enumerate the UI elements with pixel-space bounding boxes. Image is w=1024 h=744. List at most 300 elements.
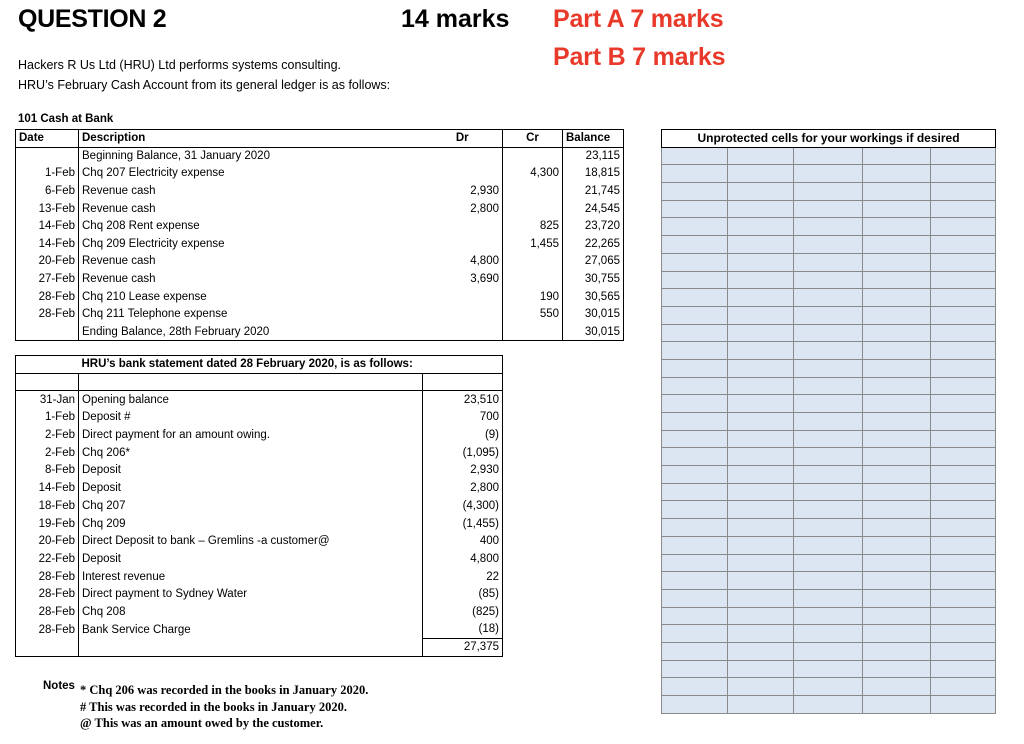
cash-cr (503, 200, 563, 218)
workings-cell[interactable] (863, 306, 931, 324)
workings-cell[interactable] (794, 536, 863, 554)
cash-header-row (16, 130, 624, 148)
cash-balance: 30,565 (563, 288, 624, 306)
workings-cell[interactable] (728, 165, 794, 183)
bank-date: 2-Feb (44, 446, 75, 459)
workings-cell[interactable] (863, 554, 931, 572)
workings-row (662, 660, 996, 678)
bank-date: 28-Feb (38, 588, 75, 601)
cash-dr: 3,690 (470, 273, 499, 286)
workings-cell[interactable] (863, 324, 931, 342)
workings-cell[interactable] (794, 200, 863, 218)
workings-cell[interactable] (863, 342, 931, 360)
cash-description: Beginning Balance, 31 January 2020 (79, 147, 423, 165)
workings-cell[interactable] (863, 147, 931, 165)
workings-cell[interactable] (662, 642, 728, 660)
bank-description: Direct payment for an amount owing. (79, 426, 423, 444)
workings-row (662, 413, 996, 431)
workings-cell[interactable] (863, 359, 931, 377)
cash-description: Chq 210 Lease expense (79, 288, 423, 306)
bank-date: 28-Feb (38, 623, 75, 636)
workings-cell[interactable] (863, 271, 931, 289)
cash-description: Revenue cash (79, 253, 423, 271)
workings-cell[interactable] (728, 519, 794, 537)
workings-cell[interactable] (662, 289, 728, 307)
workings-cell[interactable] (662, 625, 728, 643)
workings-row (662, 289, 996, 307)
intro-line-1: Hackers R Us Ltd (HRU) Ltd performs systems consulting. (18, 58, 342, 72)
cash-dr (423, 288, 503, 306)
workings-cell[interactable] (863, 289, 931, 307)
cash-cr: 550 (503, 305, 563, 323)
workings-cell[interactable] (662, 660, 728, 678)
workings-cell[interactable] (863, 519, 931, 537)
workings-cell[interactable] (662, 430, 728, 448)
workings-cell[interactable] (863, 466, 931, 484)
workings-cell[interactable] (728, 271, 794, 289)
workings-cell[interactable] (931, 466, 996, 484)
workings-cell[interactable] (662, 589, 728, 607)
workings-row (662, 430, 996, 448)
bank-closing-balance: 27,375 (423, 639, 503, 657)
workings-cell[interactable] (662, 696, 728, 714)
workings-row (662, 306, 996, 324)
workings-cell[interactable] (794, 413, 863, 431)
bank-description: Bank Service Charge (79, 621, 423, 639)
workings-row (662, 678, 996, 696)
workings-cell[interactable] (728, 466, 794, 484)
cash-balance: 21,745 (563, 182, 624, 200)
workings-cell[interactable] (662, 572, 728, 590)
cash-description: Chq 211 Telephone expense (79, 305, 423, 323)
workings-cell[interactable] (794, 395, 863, 413)
workings-cell[interactable] (931, 589, 996, 607)
workings-cell[interactable] (728, 430, 794, 448)
bank-date: 31-Jan (39, 393, 75, 406)
cash-balance: 30,015 (563, 305, 624, 323)
workings-cell[interactable] (863, 395, 931, 413)
workings-row (662, 519, 996, 537)
workings-cell[interactable] (931, 253, 996, 271)
workings-cell[interactable] (931, 306, 996, 324)
bank-description: Chq 206* (79, 444, 423, 462)
workings-cell[interactable] (728, 395, 794, 413)
cash-date: 20-Feb (38, 255, 75, 268)
workings-cell[interactable] (931, 642, 996, 660)
workings-cell[interactable] (728, 200, 794, 218)
bank-date: 28-Feb (38, 570, 75, 583)
workings-cell[interactable] (794, 589, 863, 607)
workings-cell[interactable] (931, 183, 996, 201)
workings-row (662, 183, 996, 201)
bank-amount: (1,095) (423, 444, 503, 462)
workings-cell[interactable] (728, 678, 794, 696)
workings-cell[interactable] (728, 501, 794, 519)
workings-cell[interactable] (728, 236, 794, 254)
workings-cell[interactable] (794, 183, 863, 201)
workings-cell[interactable] (728, 342, 794, 360)
bank-date: 18-Feb (38, 499, 75, 512)
workings-cell[interactable] (863, 165, 931, 183)
workings-cell[interactable] (662, 324, 728, 342)
workings-cell[interactable] (863, 607, 931, 625)
workings-cell[interactable] (728, 448, 794, 466)
workings-cell[interactable] (662, 607, 728, 625)
workings-cell[interactable] (863, 678, 931, 696)
bank-date: 20-Feb (38, 535, 75, 548)
cash-date: 14-Feb (38, 237, 75, 250)
workings-cell[interactable] (728, 413, 794, 431)
bank-description: Chq 207 (79, 497, 423, 515)
workings-cell[interactable] (662, 359, 728, 377)
workings-row (662, 589, 996, 607)
workings-cell[interactable] (863, 413, 931, 431)
bank-description: Direct payment to Sydney Water (79, 585, 423, 603)
workings-row (662, 642, 996, 660)
bank-closing-row (16, 639, 503, 657)
workings-cell[interactable] (662, 271, 728, 289)
workings-cell[interactable] (728, 306, 794, 324)
bank-amount: (1,455) (423, 515, 503, 533)
cash-cr: 825 (503, 217, 563, 235)
workings-row (662, 395, 996, 413)
workings-cell[interactable] (662, 218, 728, 236)
notes-label: Notes (43, 680, 75, 692)
workings-cell[interactable] (794, 271, 863, 289)
bank-description: Interest revenue (79, 568, 423, 586)
cash-row (16, 323, 624, 341)
bank-date: 22-Feb (38, 552, 75, 565)
cash-description: Revenue cash (79, 200, 423, 218)
cash-cr: 190 (503, 288, 563, 306)
workings-cell[interactable] (662, 306, 728, 324)
cash-cr (503, 253, 563, 271)
workings-cell[interactable] (794, 678, 863, 696)
cash-balance: 22,265 (563, 235, 624, 253)
workings-cell[interactable] (794, 165, 863, 183)
cash-account-title: 101 Cash at Bank (18, 113, 114, 125)
workings-cell[interactable] (794, 660, 863, 678)
cash-date (16, 147, 79, 165)
cash-cr: 1,455 (503, 235, 563, 253)
workings-cell[interactable] (794, 359, 863, 377)
workings-cell[interactable] (794, 554, 863, 572)
workings-cell[interactable] (662, 253, 728, 271)
workings-cell[interactable] (728, 253, 794, 271)
workings-cell[interactable] (863, 218, 931, 236)
bank-description: Deposit # (79, 409, 423, 427)
workings-cell[interactable] (662, 483, 728, 501)
workings-cell[interactable] (931, 519, 996, 537)
workings-cell[interactable] (794, 306, 863, 324)
cash-balance: 18,815 (563, 165, 624, 183)
workings-row (662, 236, 996, 254)
workings-row (662, 536, 996, 554)
workings-cell[interactable] (863, 448, 931, 466)
workings-grid[interactable] (661, 129, 996, 714)
intro-line-2: HRU’s February Cash Account from its general ledger is as follows: (18, 78, 391, 92)
cash-balance: 23,115 (563, 147, 624, 165)
cash-dr: 2,800 (470, 202, 499, 215)
workings-cell[interactable] (662, 147, 728, 165)
workings-cell[interactable] (662, 501, 728, 519)
workings-cell[interactable] (794, 642, 863, 660)
workings-cell[interactable] (794, 519, 863, 537)
workings-cell[interactable] (728, 696, 794, 714)
workings-cell[interactable] (931, 271, 996, 289)
col-cr: Cr (503, 130, 563, 148)
cash-cr: 4,300 (503, 165, 563, 183)
workings-cell[interactable] (931, 395, 996, 413)
workings-cell[interactable] (863, 430, 931, 448)
workings-cell[interactable] (931, 218, 996, 236)
workings-cell[interactable] (931, 324, 996, 342)
cash-cr (503, 323, 563, 341)
bank-amount: 4,800 (423, 550, 503, 568)
cash-cr (503, 270, 563, 288)
bank-row (16, 515, 503, 533)
cash-description: Chq 209 Electricity expense (79, 235, 423, 253)
workings-cell[interactable] (931, 359, 996, 377)
workings-cell[interactable] (931, 501, 996, 519)
col-description: Description (79, 130, 423, 148)
workings-cell[interactable] (863, 377, 931, 395)
bank-description: Chq 209 (79, 515, 423, 533)
workings-row (662, 359, 996, 377)
bank-description: Chq 208 (79, 603, 423, 621)
workings-cell[interactable] (931, 289, 996, 307)
bank-description: Deposit (79, 550, 423, 568)
workings-row (662, 324, 996, 342)
workings-cell[interactable] (728, 377, 794, 395)
workings-cell[interactable] (728, 625, 794, 643)
workings-cell[interactable] (863, 625, 931, 643)
workings-cell[interactable] (863, 572, 931, 590)
workings-cell[interactable] (728, 483, 794, 501)
workings-cell[interactable] (863, 236, 931, 254)
workings-cell[interactable] (662, 377, 728, 395)
workings-cell[interactable] (794, 625, 863, 643)
workings-row (662, 572, 996, 590)
workings-cell[interactable] (863, 589, 931, 607)
workings-cell[interactable] (794, 483, 863, 501)
workings-cell[interactable] (931, 660, 996, 678)
workings-cell[interactable] (794, 696, 863, 714)
bank-row (16, 462, 503, 480)
workings-cell[interactable] (662, 536, 728, 554)
workings-cell[interactable] (794, 218, 863, 236)
bank-amount: 700 (423, 409, 503, 427)
bank-date: 19-Feb (38, 517, 75, 530)
workings-cell[interactable] (931, 236, 996, 254)
workings-row (662, 200, 996, 218)
workings-cell[interactable] (863, 696, 931, 714)
workings-row (662, 448, 996, 466)
workings-cell[interactable] (863, 183, 931, 201)
bank-row (16, 568, 503, 586)
cash-description: Ending Balance, 28th February 2020 (79, 323, 423, 341)
cash-cr (503, 147, 563, 165)
bank-amount: (9) (423, 426, 503, 444)
cash-account-table (15, 129, 624, 341)
cash-row (16, 270, 624, 288)
workings-cell[interactable] (863, 200, 931, 218)
workings-cell[interactable] (794, 324, 863, 342)
bank-title-row (16, 356, 503, 374)
workings-cell[interactable] (863, 483, 931, 501)
workings-cell[interactable] (794, 607, 863, 625)
workings-cell[interactable] (728, 289, 794, 307)
workings-cell[interactable] (931, 483, 996, 501)
workings-row (662, 483, 996, 501)
workings-cell[interactable] (728, 359, 794, 377)
cash-dr (423, 165, 503, 183)
cash-dr: 4,800 (470, 255, 499, 268)
workings-cell[interactable] (931, 536, 996, 554)
bank-row (16, 497, 503, 515)
workings-cell[interactable] (931, 696, 996, 714)
bank-row (16, 409, 503, 427)
bank-date: 1-Feb (44, 411, 75, 424)
cash-row (16, 288, 624, 306)
bank-date: 28-Feb (38, 605, 75, 618)
cash-row (16, 200, 624, 218)
cash-row (16, 305, 624, 323)
workings-cell[interactable] (794, 501, 863, 519)
col-balance: Balance (563, 130, 624, 148)
cash-dr (423, 323, 503, 341)
workings-row (662, 466, 996, 484)
bank-amount: (825) (423, 603, 503, 621)
workings-cell[interactable] (931, 147, 996, 165)
workings-cell[interactable] (728, 572, 794, 590)
workings-cell[interactable] (794, 466, 863, 484)
workings-cell[interactable] (662, 413, 728, 431)
workings-cell[interactable] (863, 536, 931, 554)
cash-row (16, 147, 624, 165)
workings-cell[interactable] (662, 519, 728, 537)
workings-cell[interactable] (931, 607, 996, 625)
workings-cell[interactable] (662, 448, 728, 466)
workings-cell[interactable] (863, 642, 931, 660)
workings-cell[interactable] (794, 253, 863, 271)
bank-description: Direct Deposit to bank – Gremlins -a customer@ (79, 532, 423, 550)
workings-cell[interactable] (931, 377, 996, 395)
bank-row (16, 621, 503, 639)
workings-cell[interactable] (794, 289, 863, 307)
workings-cell[interactable] (931, 430, 996, 448)
cash-dr (423, 235, 503, 253)
workings-cell[interactable] (863, 253, 931, 271)
cash-date: 6-Feb (44, 185, 75, 198)
bank-amount: 23,510 (423, 391, 503, 409)
workings-cell[interactable] (794, 342, 863, 360)
workings-cell[interactable] (931, 554, 996, 572)
workings-cell[interactable] (728, 147, 794, 165)
workings-cell[interactable] (931, 448, 996, 466)
bank-amount: 2,800 (423, 479, 503, 497)
bank-statement-table (15, 355, 503, 657)
cash-dr (423, 217, 503, 235)
workings-cell[interactable] (794, 377, 863, 395)
cash-description: Revenue cash (79, 182, 423, 200)
note-chq-206: * Chq 206 was recorded in the books in January 2020. (80, 683, 369, 697)
cash-description: Chq 208 Rent expense (79, 217, 423, 235)
workings-cell[interactable] (931, 572, 996, 590)
workings-cell[interactable] (794, 236, 863, 254)
bank-amount: 400 (423, 532, 503, 550)
cash-date: 27-Feb (38, 273, 75, 286)
workings-cell[interactable] (662, 678, 728, 696)
bank-row (16, 391, 503, 409)
workings-cell[interactable] (728, 589, 794, 607)
cash-balance: 30,755 (563, 270, 624, 288)
cash-row (16, 235, 624, 253)
workings-cell[interactable] (931, 165, 996, 183)
workings-cell[interactable] (728, 554, 794, 572)
workings-row (662, 147, 996, 165)
workings-cell[interactable] (662, 236, 728, 254)
workings-header-row (662, 130, 996, 148)
cash-balance: 27,065 (563, 253, 624, 271)
workings-cell[interactable] (662, 395, 728, 413)
part-a-marks: Part A 7 marks (553, 5, 724, 33)
workings-row (662, 342, 996, 360)
workings-cell[interactable] (794, 147, 863, 165)
workings-cell[interactable] (728, 642, 794, 660)
cash-cr (503, 182, 563, 200)
workings-cell[interactable] (931, 678, 996, 696)
workings-cell[interactable] (662, 200, 728, 218)
total-marks: 14 marks (401, 5, 510, 33)
cash-balance: 24,545 (563, 200, 624, 218)
workings-cell[interactable] (931, 342, 996, 360)
workings-cell[interactable] (662, 342, 728, 360)
workings-cell[interactable] (863, 660, 931, 678)
workings-cell[interactable] (863, 501, 931, 519)
workings-cell[interactable] (662, 554, 728, 572)
workings-cell[interactable] (728, 324, 794, 342)
col-dr: Dr (423, 130, 503, 148)
workings-cell[interactable] (728, 536, 794, 554)
workings-cell[interactable] (662, 183, 728, 201)
bank-row (16, 444, 503, 462)
workings-cell[interactable] (728, 607, 794, 625)
workings-title: Unprotected cells for your workings if desired (662, 130, 996, 148)
workings-cell[interactable] (931, 625, 996, 643)
cash-date: 28-Feb (38, 290, 75, 303)
workings-cell[interactable] (931, 413, 996, 431)
workings-row (662, 377, 996, 395)
workings-cell[interactable] (794, 430, 863, 448)
workings-cell[interactable] (662, 165, 728, 183)
bank-row (16, 603, 503, 621)
workings-cell[interactable] (931, 200, 996, 218)
bank-description: Opening balance (79, 391, 423, 409)
workings-cell[interactable] (728, 218, 794, 236)
workings-cell[interactable] (794, 448, 863, 466)
cash-description: Revenue cash (79, 270, 423, 288)
bank-date: 8-Feb (44, 464, 75, 477)
workings-row (662, 696, 996, 714)
workings-cell[interactable] (728, 183, 794, 201)
note-customer: @ This was an amount owed by the customer. (80, 716, 324, 730)
bank-row (16, 532, 503, 550)
workings-cell[interactable] (794, 572, 863, 590)
cash-dr (423, 147, 503, 165)
workings-cell[interactable] (728, 660, 794, 678)
workings-cell[interactable] (662, 466, 728, 484)
